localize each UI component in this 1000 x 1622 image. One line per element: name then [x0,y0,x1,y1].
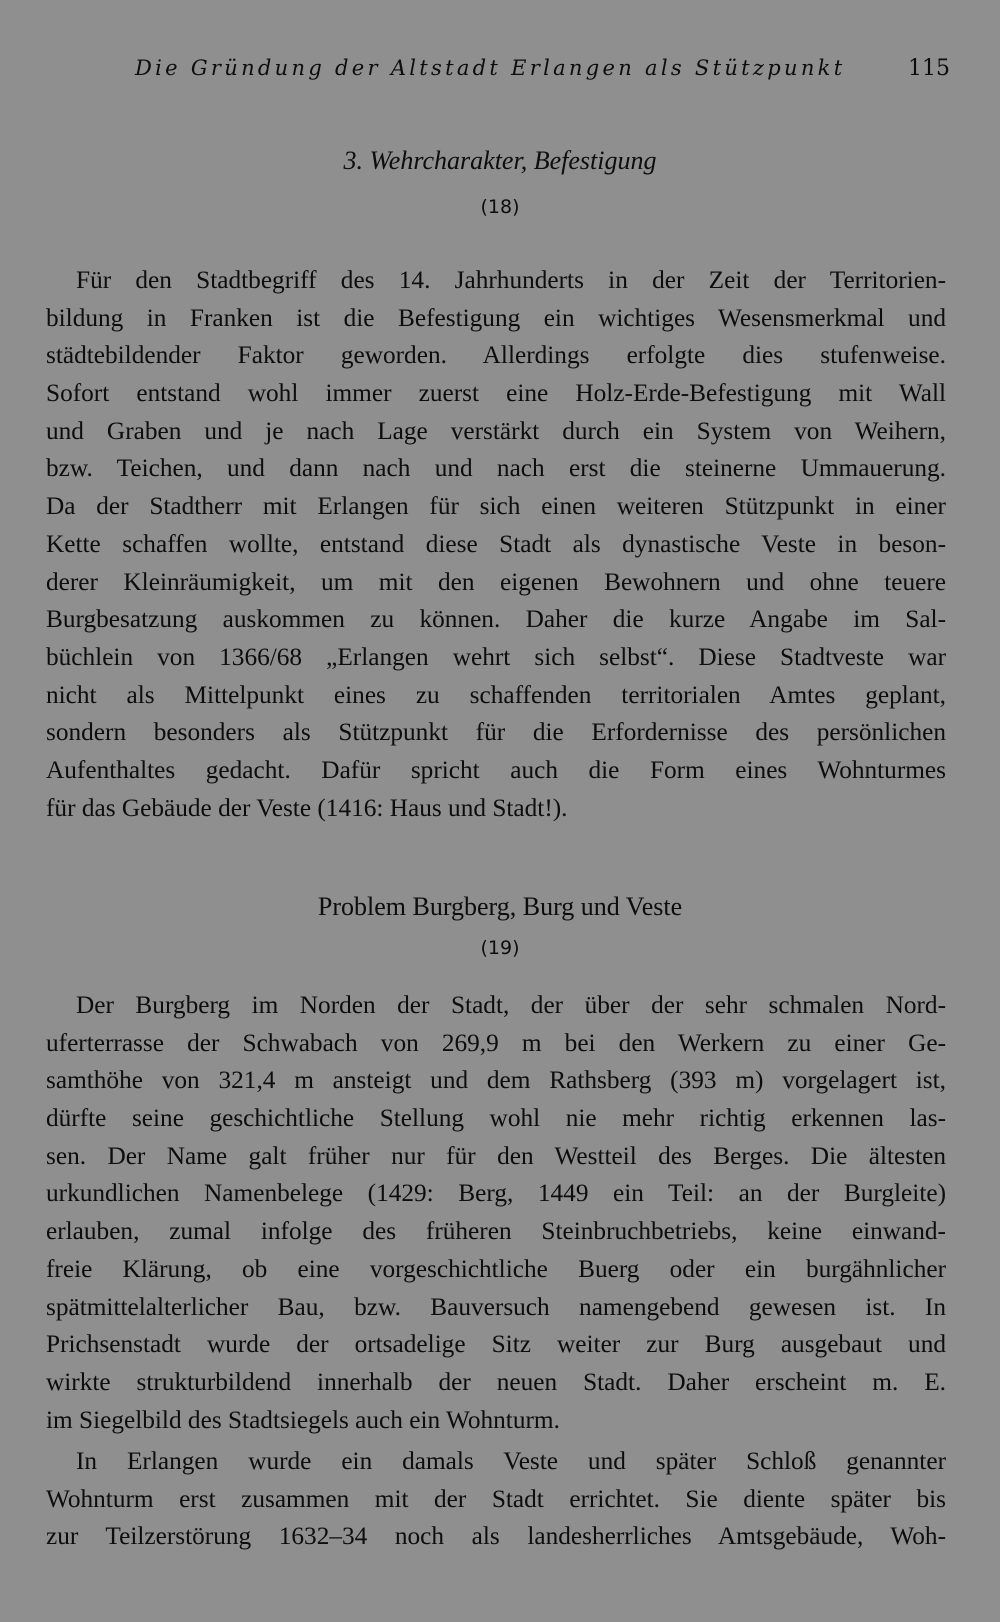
paragraph-19-1 [46,987,946,1439]
text-line: und Graben und je nach Lage verstärkt durch ein System von Weihern, [46,416,946,445]
text-line: derer Kleinräumigkeit, um mit den eigenen Bewohnern und ohne teuere [46,567,946,596]
text-line: dürfte seine geschichtliche Stellung wohl nie mehr richtig erkennen las- [46,1104,946,1133]
text-line: Für den Stadtbegriff des 14. Jahrhunderts in der Zeit der Territorien- [76,266,946,294]
paragraph-19-2 [46,1443,946,1556]
text-line: Aufenthaltes gedacht. Dafür spricht auch die Form eines Wohnturmes [46,755,946,784]
text-line: bildung in Franken ist die Befestigung ein wichtiges Wesensmerkmal und [46,303,946,332]
text-line: In Erlangen wurde ein damals Veste und später Schloß genannter [76,1447,946,1475]
text-line: freie Klärung, ob eine vorgeschichtliche Buerg oder ein burgähnlicher [46,1254,946,1283]
text-line: sen. Der Name galt früher nur für den Westteil des Berges. Die ältesten [46,1141,946,1170]
section-title-18: 3. Wehrcharakter, Befestigung [343,146,657,175]
text-line: Sofort entstand wohl immer zuerst eine Holz-Erde-Befestigung mit Wall [46,379,946,408]
running-head [135,52,950,88]
text-line: für das Gebäude der Veste (1416: Haus und Stadt!). [46,793,568,822]
text-line: Da der Stadtherr mit Erlangen für sich einen weiteren Stützpunkt in einer [46,492,946,521]
text-line: nicht als Mittelpunkt eines zu schaffenden territorialen Amtes geplant, [46,680,946,709]
running-title: Die Gründung der Altstadt Erlangen als Stützpunkt [135,56,846,80]
text-line: zur Teilzerstörung 1632–34 noch als landesherrliches Amtsgebäude, Woh- [46,1522,946,1551]
text-line: wirkte strukturbildend innerhalb der neuen Stadt. Daher erscheint m. E. [46,1367,946,1396]
text-line: spätmittelalterlicher Bau, bzw. Bauversuch namengebend gewesen ist. In [46,1292,946,1321]
text-line: Kette schaffen wollte, entstand diese Stadt als dynastische Veste in beson- [46,529,946,558]
text-line: sondern besonders als Stützpunkt für die Erfordernisse des persönlichen [46,718,946,747]
text-line: Der Burgberg im Norden der Stadt, der über der sehr schmalen Nord- [76,991,946,1019]
text-line: büchlein von 1366/68 „Erlangen wehrt sich selbst“. Diese Stadtveste war [46,642,946,671]
section-title-19: Problem Burgberg, Burg und Veste [317,892,683,921]
text-line: urkundlichen Namenbelege (1429: Berg, 1449 ein Teil: an der Burgleite) [46,1179,946,1208]
text-line: samthöhe von 321,4 m ansteigt und dem Rathsberg (393 m) vorgelagert ist, [46,1066,946,1095]
text-line: Wohnturm erst zusammen mit der Stadt errichtet. Sie diente später bis [46,1484,946,1513]
text-line: städtebildender Faktor geworden. Allerdings erfolgte dies stufenweise. [46,341,946,370]
text-line: Burgbesatzung auskommen zu können. Daher die kurze Angabe im Sal- [46,605,946,634]
page-number: 115 [908,56,950,81]
text-line: Prichsenstadt wurde der ortsadelige Sitz weiter zur Burg ausgebaut und [46,1330,946,1359]
text-line: uferterrasse der Schwabach von 269,9 m bei den Werkern zu einer Ge- [46,1028,946,1057]
section-number-19: (19) [480,937,520,959]
text-line: im Siegelbild des Stadtsiegels auch ein Wohnturm. [46,1405,560,1434]
text-line: erlauben, zumal infolge des früheren Steinbruchbetriebs, keine einwand- [46,1217,946,1246]
paragraph-18-1 [46,262,946,827]
text-line: bzw. Teichen, und dann nach und nach erst die steinerne Ummauerung. [46,454,946,483]
section-number-18: (18) [480,196,520,218]
